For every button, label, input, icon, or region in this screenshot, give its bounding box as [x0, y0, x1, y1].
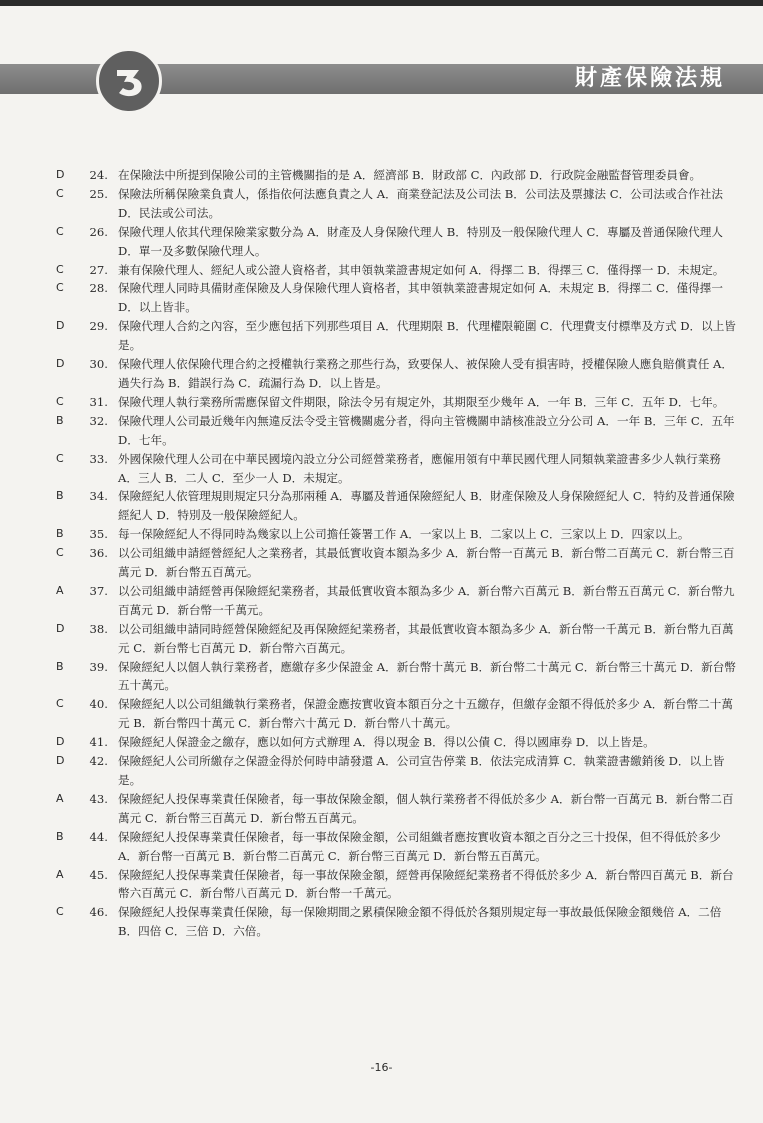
answer-key: A	[56, 791, 64, 805]
answer-key: B	[56, 413, 64, 427]
question-text: 保險經紀人保證金之繳存，應以如何方式辦理 A．得以現金 B．得以公債 C．得以國庫券 D．以上皆是。	[118, 735, 655, 750]
page-number: -16-	[370, 1061, 393, 1074]
answer-key: D	[56, 621, 65, 635]
question-text: 在保險法中所提到保險公司的主管機關指的是 A．經濟部 B．財政部 C．內政部 D．行政院金融監督管理委員會。	[118, 168, 702, 182]
question-number: 24.	[89, 168, 108, 182]
question-number: 29.	[89, 319, 108, 334]
question-number: 26.	[89, 224, 108, 239]
answer-key: C	[56, 451, 64, 465]
question-text: 保險代理人公司最近幾年內無違反法令受主管機關處分者，得向主管機關申請核准設立分公司 A．一年 B．三年 C．五年 D．七年。	[118, 413, 735, 447]
question-number: 44.	[89, 829, 108, 844]
answer-key: C	[56, 905, 64, 919]
question-text: 保險經紀人投保專業責任保險者，每一事故保險金額，公司組織者應按實收資本額之百分之三十投保，但不得低於多少 A．新台幣一百萬元 B．新台幣二百萬元 C．新台幣三百萬元 D．新台幣五百萬元。	[118, 829, 721, 863]
question-number: 41.	[89, 735, 108, 750]
answer-key: B	[56, 659, 64, 673]
question-text: 保險經紀人投保專業責任保險，每一保險期間之累積保險金額不得低於各類別規定每一事故最低保險金額幾倍 A．二倍 B．四倍 C．三倍 D．六倍。	[118, 905, 722, 939]
answer-key: B	[56, 829, 64, 843]
question-number: 37.	[89, 583, 108, 598]
answer-key: D	[56, 754, 65, 768]
question-text: 保險經紀人以公司組織執行業務者，保證金應按實收資本額百分之十五繳存，但繳存金額不得低於多少 A．新台幣二十萬元 B．新台幣四十萬元 C．新台幣六十萬元 D．新台幣八十萬元。	[118, 697, 733, 731]
question-item	[46, 487, 736, 525]
answer-key: D	[56, 357, 65, 371]
answer-key: C	[56, 224, 64, 238]
answer-key: C	[56, 186, 64, 200]
question-number: 32.	[89, 413, 108, 428]
question-item	[46, 790, 736, 828]
answer-key: C	[56, 546, 64, 560]
question-item	[46, 620, 736, 658]
question-text: 兼有保險代理人、經紀人或公證人資格者，其申領執業證書規定如何 A．得擇二 B．得擇三 C．僅得擇一 D．未規定。	[118, 262, 725, 277]
question-item	[46, 695, 736, 733]
question-number: 40.	[89, 697, 108, 712]
question-item	[46, 279, 736, 317]
question-text: 以公司組織申請經營再保險經紀業務者，其最低實收資本額為多少 A．新台幣六百萬元 B．新台幣五百萬元 C．新台幣九百萬元 D．新台幣一千萬元。	[118, 583, 735, 617]
question-text: 保險代理人執行業務所需應保留文件期限，除法令另有規定外，其期限至少幾年 A．一年 B．三年 C．五年 D．七年。	[118, 394, 725, 409]
question-list	[46, 166, 736, 941]
answer-key: D	[56, 735, 65, 749]
question-number: 35.	[89, 527, 108, 542]
question-text: 保險經紀人以個人執行業務者，應繳存多少保證金 A．新台幣十萬元 B．新台幣二十萬元 C．新台幣三十萬元 D．新台幣五十萬元。	[118, 659, 736, 693]
question-text: 保險法所稱保險業負責人，係指依何法應負責之人 A．商業登記法及公司法 B．公司法及票據法 C．公司法或合作社法 D．民法或公司法。	[118, 186, 723, 220]
question-text: 以公司組織申請同時經營保險經紀及再保險經紀業務者，其最低實收資本額為多少 A．新台幣一千萬元 B．新台幣九百萬元 C．新台幣七百萬元 D．新台幣六百萬元。	[118, 621, 734, 655]
answer-key: A	[56, 867, 64, 881]
question-number: 45.	[89, 867, 108, 882]
question-item	[46, 866, 736, 904]
answer-key: C	[56, 394, 64, 408]
question-text: 以公司組織申請經營經紀人之業務者，其最低實收資本額為多少 A．新台幣一百萬元 B．新台幣二百萬元 C．新台幣三百萬元 D．新台幣五百萬元。	[118, 546, 735, 580]
question-item	[46, 658, 736, 696]
question-text: 保險代理人依其代理保險業家數分為 A．財產及人身保險代理人 B．特別及一般保險代理人 C．專屬及普通保險代理人 D．單一及多數保險代理人。	[118, 224, 723, 258]
question-item	[46, 544, 736, 582]
question-number: 27.	[89, 262, 108, 277]
question-item	[46, 223, 736, 261]
answer-key: C	[56, 262, 64, 276]
question-item	[46, 166, 736, 185]
question-item	[46, 582, 736, 620]
answer-key: B	[56, 489, 64, 503]
answer-key: D	[56, 168, 65, 181]
logo-icon	[96, 48, 162, 114]
question-number: 34.	[89, 489, 108, 504]
question-number: 38.	[89, 621, 108, 636]
answer-key: A	[56, 583, 64, 597]
question-number: 31.	[89, 394, 108, 409]
question-item	[46, 412, 736, 450]
question-text: 保險經紀人投保專業責任保險者，每一事故保險金額，個人執行業務者不得低於多少 A．新台幣一百萬元 B．新台幣二百萬元 C．新台幣三百萬元 D．新台幣五百萬元。	[118, 791, 734, 825]
question-text: 保險經紀人公司所繳存之保證金得於何時申請發還 A．公司宣告停業 B．依法完成清算 C．執業證書繳銷後 D．以上皆是。	[118, 754, 725, 787]
question-item	[46, 393, 736, 412]
question-number: 42.	[89, 754, 108, 769]
question-number: 46.	[89, 905, 108, 920]
question-text: 外國保險代理人公司在中華民國境內設立分公司經營業務者，應僱用領有中華民國代理人同類執業證書多少人執行業務 A．三人 B．二人 C．至少一人 D．未規定。	[118, 451, 721, 485]
answer-key: B	[56, 527, 64, 541]
question-item	[46, 903, 736, 941]
question-number: 36.	[89, 546, 108, 561]
question-number: 33.	[89, 451, 108, 466]
question-item	[46, 733, 736, 752]
question-item	[46, 450, 736, 488]
answer-key: C	[56, 697, 64, 711]
answer-key: C	[56, 281, 64, 295]
question-text: 保險代理人同時具備財產保險及人身保險代理人資格者，其申領執業證書規定如何 A．未規定 B．得擇二 C．僅得擇一 D．以上皆非。	[118, 281, 723, 315]
question-text: 保險代理人依保險代理合約之授權執行業務之那些行為，致要保人、被保險人受有損害時，授權保險人應負賠償責任 A．過失行為 B．錯誤行為 C．疏漏行為 D．以上皆是。	[118, 357, 733, 390]
question-number: 25.	[89, 186, 108, 201]
answer-key: D	[56, 319, 65, 333]
question-item	[46, 261, 736, 280]
page-header	[0, 36, 763, 108]
question-text: 保險經紀人依管理規則規定只分為那兩種 A．專屬及普通保險經紀人 B．財產保險及人身保險經紀人 C．特約及普通保險經紀人 D．特別及一般保險經紀人。	[118, 489, 735, 523]
question-text: 每一保險經紀人不得同時為幾家以上公司擔任簽署工作 A．一家以上 B．二家以上 C．三家以上 D．四家以上。	[118, 527, 690, 542]
question-item	[46, 525, 736, 544]
section-title: 財產保險法規	[574, 66, 725, 91]
question-number: 28.	[89, 281, 108, 296]
question-item	[46, 828, 736, 866]
question-number: 43.	[89, 791, 108, 806]
question-number: 30.	[89, 357, 108, 372]
top-edge-strip	[0, 0, 763, 6]
question-item	[46, 185, 736, 223]
logo-mark-icon	[109, 61, 149, 101]
question-text: 保險經紀人投保專業責任保險者，每一事故保險金額，經營再保險經紀業務者不得低於多少 A．新台幣四百萬元 B．新台幣六百萬元 C．新台幣八百萬元 D．新台幣一千萬元。	[118, 867, 734, 901]
question-number: 39.	[89, 659, 108, 674]
question-item	[46, 752, 736, 790]
question-item	[46, 317, 736, 355]
question-text: 保險代理人合約之內容，至少應包括下列那些項目 A．代理期限 B．代理權限範圍 C．代理費支付標準及方式 D．以上皆是。	[118, 319, 736, 353]
question-item	[46, 355, 736, 393]
